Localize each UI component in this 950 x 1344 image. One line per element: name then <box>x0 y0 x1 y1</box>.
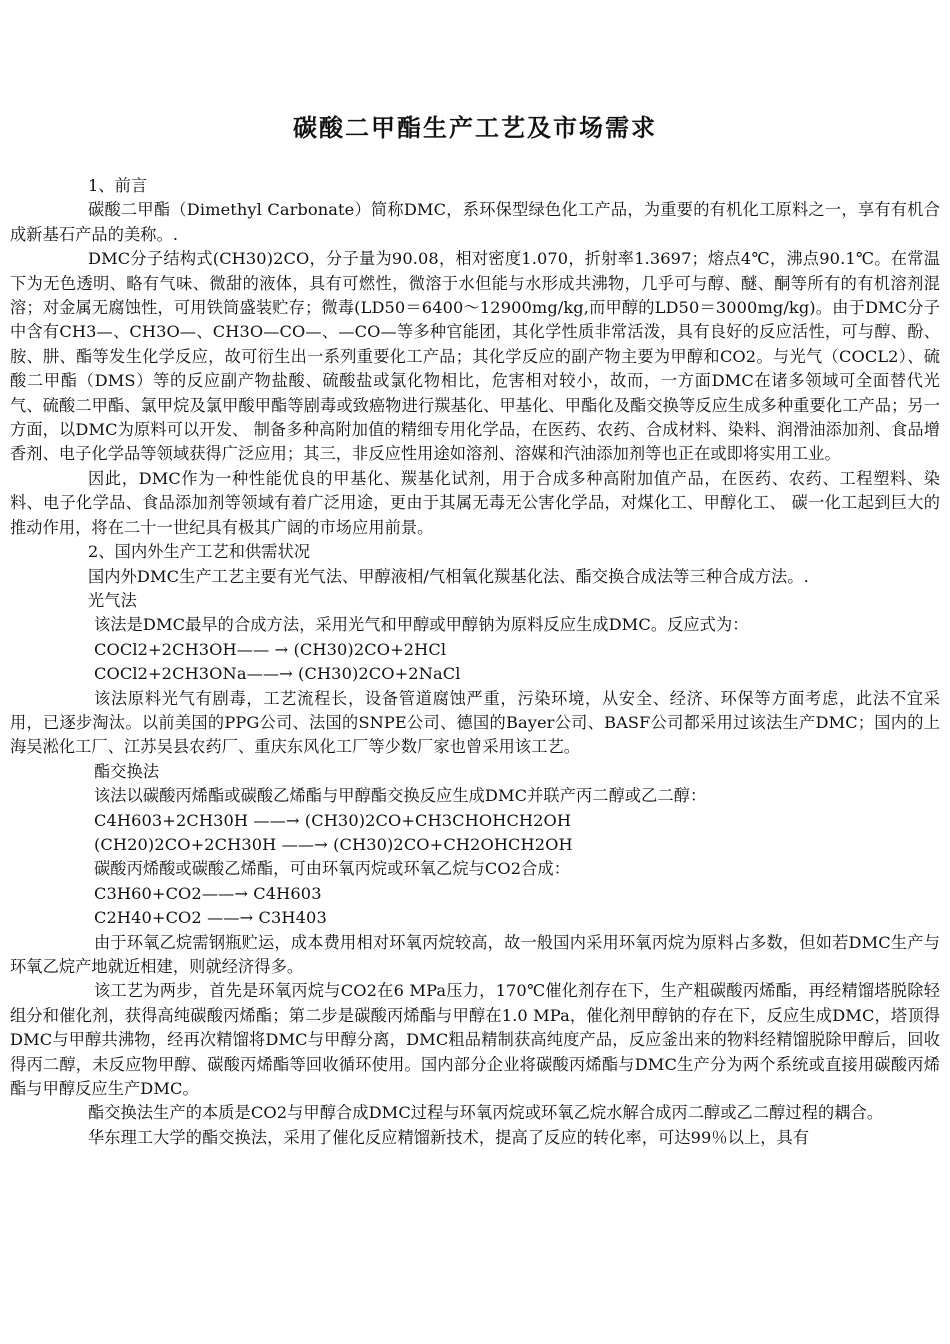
reaction-equation: COCl2+2CH3ONa——→ (CH30)2CO+2NaCl <box>94 664 461 684</box>
reaction-equation: C3H60+CO2——→ C4H603 <box>94 883 322 903</box>
section-heading-preface: 1、前言 <box>88 176 148 195</box>
paragraph-intro: 碳酸二甲酯（Dimethyl Carbonate）简称DMC，系环保型绿色化工产品，为重要的有机化工原料之一，享有有机合成新基石产品的美称。. <box>10 200 940 244</box>
section-heading-processes: 2、国内外生产工艺和供需状况 <box>88 542 311 562</box>
paragraph-applications: 因此，DMC作为一种性能优良的甲基化、羰基化试剂，用于合成多种高附加值产品，在医药、农药、工程塑料、染料、电子化学品、食品添加剂等领域有着广泛用途，更由于其属无毒无公害化学品，对煤化工、甲醇化工、 碳一化工起到巨大的推动作用，将在二十一世纪具有极其广阔的市场应用前景。 <box>10 468 940 537</box>
document-body <box>10 174 940 1150</box>
paragraph-ethylene-oxide-cost: 由于环氧乙烷需钢瓶贮运，成本费用相对环氧丙烷较高，故一般国内采用环氧丙烷为原料占多数，但如若DMC生产与环氧乙烷产地就近相建，则就经济得多。 <box>10 932 940 976</box>
paragraph-phosgene-evaluation: 该法原料光气有剧毒，工艺流程长，设备管道腐蚀严重，污染环境，从安全、经济、环保等方面考虑，此法不宜采用，已逐步淘汰。以前美国的PPG公司、法国的SNPE公司、德国的Bayer公司、BASF公司都采用过该法生产DMC；国内的上海吴淞化工厂、江苏吴县农药厂、重庆东风化工厂等少数厂家也曾采用该工艺。 <box>10 688 940 757</box>
document-title: 碳酸二甲酯生产工艺及市场需求 <box>293 113 657 142</box>
paragraph-process-overview: 国内外DMC生产工艺主要有光气法、甲醇液相/气相氧化羰基化法、酯交换合成法等三种合成方法。. <box>88 566 809 586</box>
subheading-phosgene-method: 光气法 <box>88 590 137 610</box>
paragraph-carbonate-synthesis: 碳酸丙烯酸或碳酸乙烯酯，可由环氧丙烷或环氧乙烷与CO2合成： <box>94 859 571 879</box>
reaction-equation: COCl2+2CH3OH—— → (CH30)2CO+2HCl <box>94 639 447 659</box>
paragraph-two-step-process: 该工艺为两步，首先是环氧丙烷与CO2在6 MPa压力，170℃催化剂存在下，生产粗碳酸丙烯酯，再经精馏塔脱除轻组分和催化剂，获得高纯碳酸丙烯酯；第二步是碳酸丙烯酯与甲醇在1.0 MPa，催化剂甲醇钠的存在下，反应生成DMC，塔顶得DMC与甲醇共沸物，经再次精馏将DMC与甲醇分离，DMC粗品精制获高纯度产品，反应釜出来的物料经精馏脱除甲醇后，回收得丙二醇，未反应物甲醇、碳酸丙烯酯等回收循环使用。国内部分企业将碳酸丙烯酯与DMC生产分为两个系统或直接用碳酸丙烯酯与甲醇反应生产DMC。 <box>10 981 940 1099</box>
paragraph-ecust-method: 华东理工大学的酯交换法，采用了催化反应精馏新技术，提高了反应的转化率，可达99％以上，具有 <box>88 1127 810 1147</box>
reaction-equation: C4H603+2CH30H ——→ (CH30)2CO+CH3CHOHCH2OH <box>94 810 572 830</box>
subheading-transesterification: 酯交换法 <box>94 761 160 781</box>
reaction-equation: (CH20)2CO+2CH30H ——→ (CH30)2CO+CH2OHCH2OH <box>94 834 573 854</box>
reaction-equation: C2H40+CO2 ——→ C3H403 <box>94 908 327 928</box>
paragraph-transesterification-intro: 该法以碳酸丙烯酯或碳酸乙烯酯与甲醇酯交换反应生成DMC并联产丙二醇或乙二醇： <box>94 786 707 806</box>
paragraph-coupling: 酯交换法生产的本质是CO2与甲醇合成DMC过程与环氧丙烷或环氧乙烷水解合成丙二醇或乙二醇过程的耦合。 <box>88 1103 884 1123</box>
paragraph-phosgene-intro: 该法是DMC最早的合成方法，采用光气和甲醇或甲醇钠为原料反应生成DMC。反应式为： <box>94 615 749 635</box>
paragraph-properties: DMC分子结构式(CH30)2CO，分子量为90.08，相对密度1.070，折射率1.3697；熔点4℃，沸点90.1℃。在常温下为无色透明、略有气味、微甜的液体，具有可燃性，微溶于水但能与水形成共沸物，几乎可与醇、醚、酮等所有的有机溶剂混溶；对金属无腐蚀性，可用铁筒盛装贮存；微毒(LD50＝6400～12900mg/kg,而甲醇的LD50＝3000mg/kg)。由于DMC分子中含有CH3—、CH3O—、CH3O—CO—、—CO—等多种官能团，其化学性质非常活泼，具有良好的反应活性，可与醇、酚、胺、肼、酯等发生化学反应，故可衍生出一系列重要化工产品；其化学反应的副产物主要为甲醇和CO2。与光气（COCL2）、硫酸二甲酯（DMS）等的反应副产物盐酸、硫酸盐或氯化物相比，危害相对较小，故而，一方面DMC在诸多领域可全面替代光气、硫酸二甲酯、氯甲烷及氯甲酸甲酯等剧毒或致癌物进行羰基化、甲基化、甲酯化及酯交换等反应生成多种重要化工产品；另一方面，以DMC为原料可以开发、 制备多种高附加值的精细专用化学品，在医药、农药、合成材料、染料、润滑油添加剂、食品增香剂、电子化学品等领域获得广泛应用；其三，非反应性用途如溶剂、溶媒和汽油添加剂等也正在或即将实用工业。 <box>10 249 940 464</box>
